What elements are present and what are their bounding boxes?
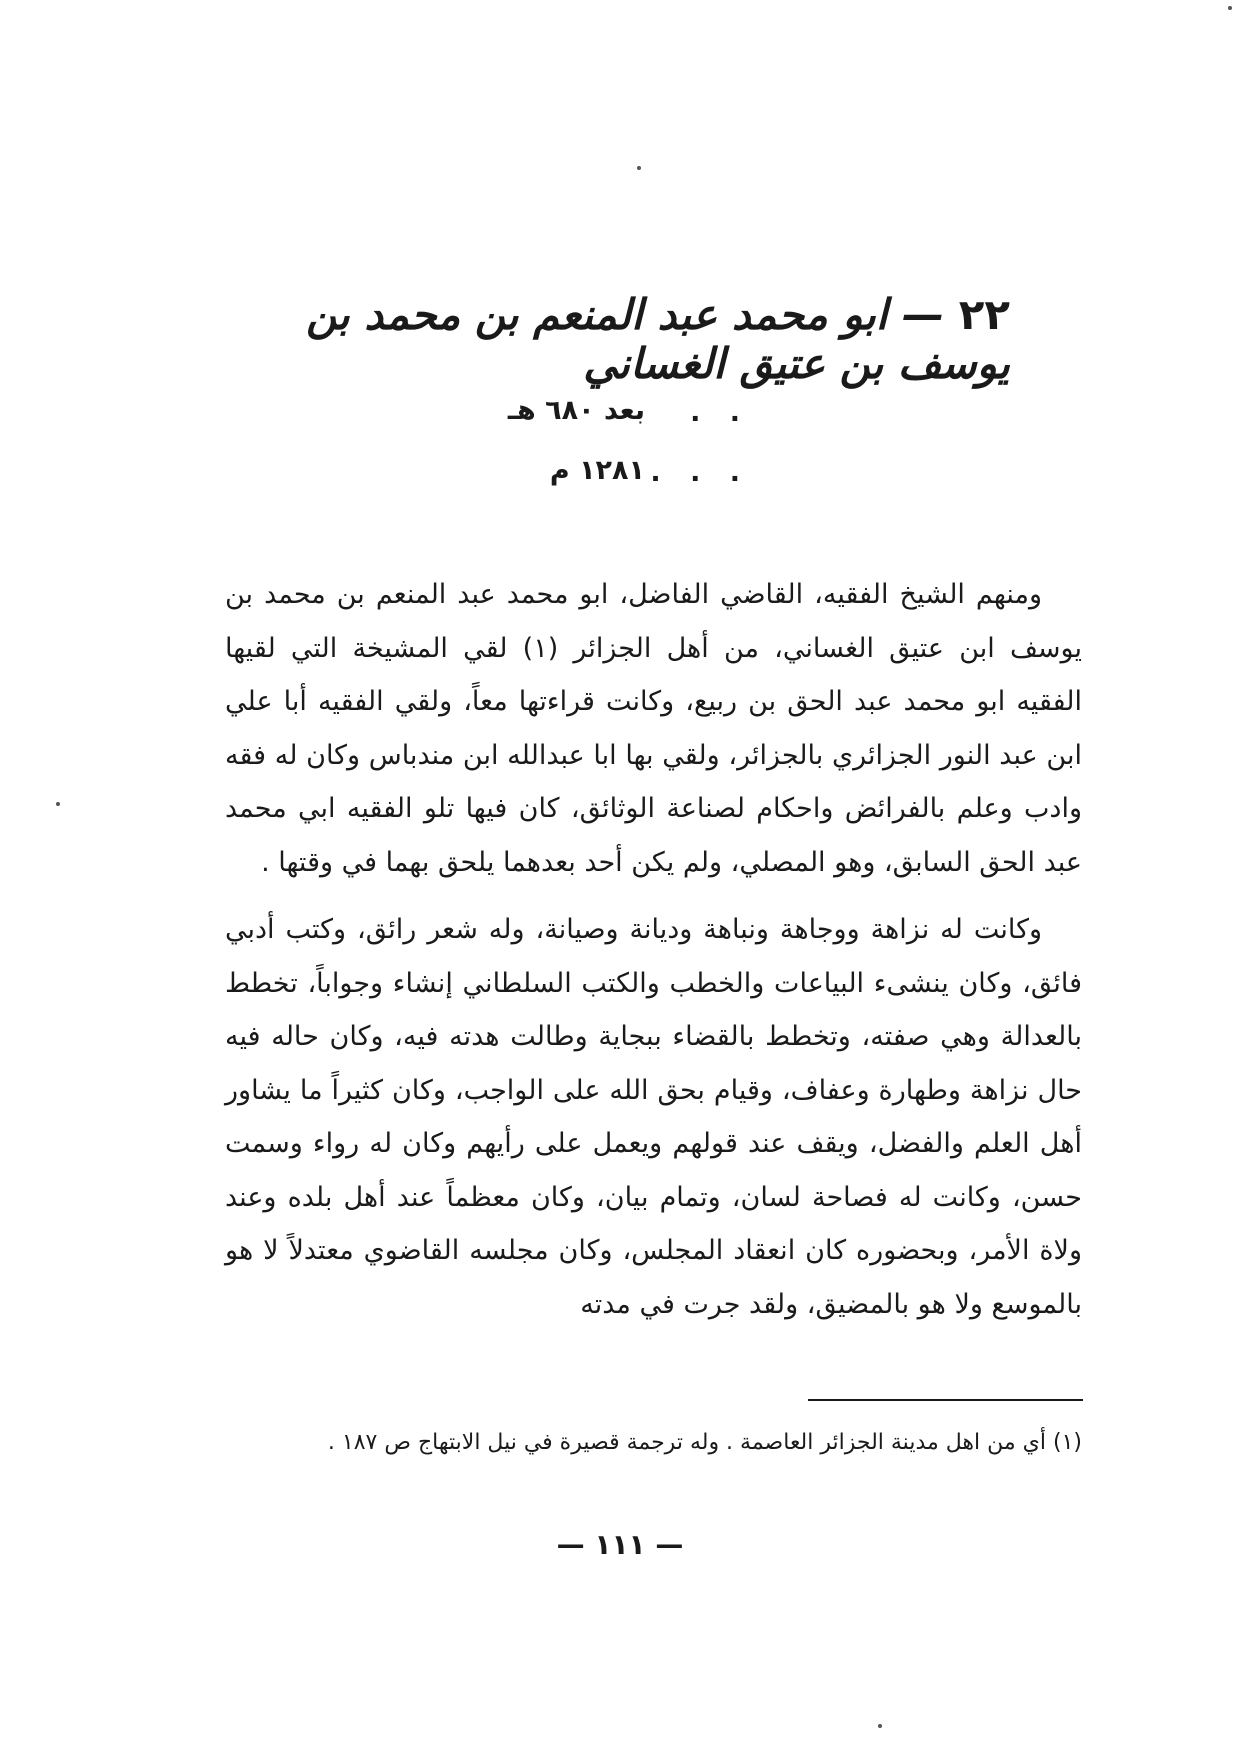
entry-name: ابو محمد عبد المنعم بن محمد بن يوسف بن عتيق الغساني — [306, 290, 1010, 388]
death-date-gregorian — [500, 455, 760, 495]
footnote-divider — [808, 1399, 1083, 1401]
entry-heading — [250, 290, 1010, 388]
scan-speck — [1228, 6, 1232, 10]
page-number: — ١١١ — — [556, 1528, 684, 1561]
date-value: ١٢٨١ م — [549, 455, 645, 486]
body-text — [225, 568, 1082, 1345]
scan-speck — [878, 1724, 882, 1728]
date-dots: . . — [690, 397, 750, 428]
entry-number: ٢٢ — [958, 290, 1010, 339]
date-dots: . . . — [650, 457, 750, 488]
paragraph: ومنهم الشيخ الفقيه، القاضي الفاضل، ابو محمد عبد المنعم بن محمد بن يوسف ابن عتيق الغساني، من أهل الجزائر (١) لقي المشيخة التي لقيها الفقيه ابو محمد عبد الحق بن ربيع، وكانت قراءتها معاً، ولقي الفقيه أبا علي ابن عبد النور الجزائري بالجزائر، ولقي بها ابا عبدالله ابن مندباس وكان له فقه وادب وعلم بالفرائض واحكام لصناعة الوثائق، كان فيها تلو الفقيه ابي محمد عبد الحق السابق، وهو المصلي، ولم يكن أحد بعدهما يلحق بهما في وقتها . — [225, 579, 1083, 878]
paragraph: وكانت له نزاهة ووجاهة ونباهة وديانة وصيانة، وله شعر رائق، وكتب أدبي فائق، وكان ينشىء البياعات والخطب والكتب السلطاني إنشاء وجواباً، تخطط بالعدالة وهي صفته، وتخطط بالقضاء ببجاية وطالت هدته فيه، وكان حاله فيه حال نزاهة وطهارة وعفاف، وقيام بحق الله على الواجب، وكان كثيراً ما يشاور أهل العلم والفضل، ويقف عند قولهم ويعمل على رأيهم وكان له رواء وسمت حسن، وكانت له فصاحة لسان، وتمام بيان، وكان معظماً عند أهل بلده وعند ولاة الأمر، وبحضوره كان انعقاد المجلس، وكان مجلسه القاضوي معتدلاً لا هو بالموسع ولا هو بالمضيق، ولقد جرت في مدته — [225, 914, 1082, 1320]
date-value: بعد ٦٨٠ هـ — [507, 395, 645, 426]
death-date-hijri — [500, 395, 760, 435]
scan-speck — [56, 802, 60, 806]
entry-dash: — — [902, 290, 945, 339]
footnote: (١) أي من اهل مدينة الجزائر العاصمة . وله ترجمة قصيرة في نيل الابتهاج ص ١٨٧ . — [327, 1430, 1082, 1455]
scan-speck — [637, 166, 641, 170]
